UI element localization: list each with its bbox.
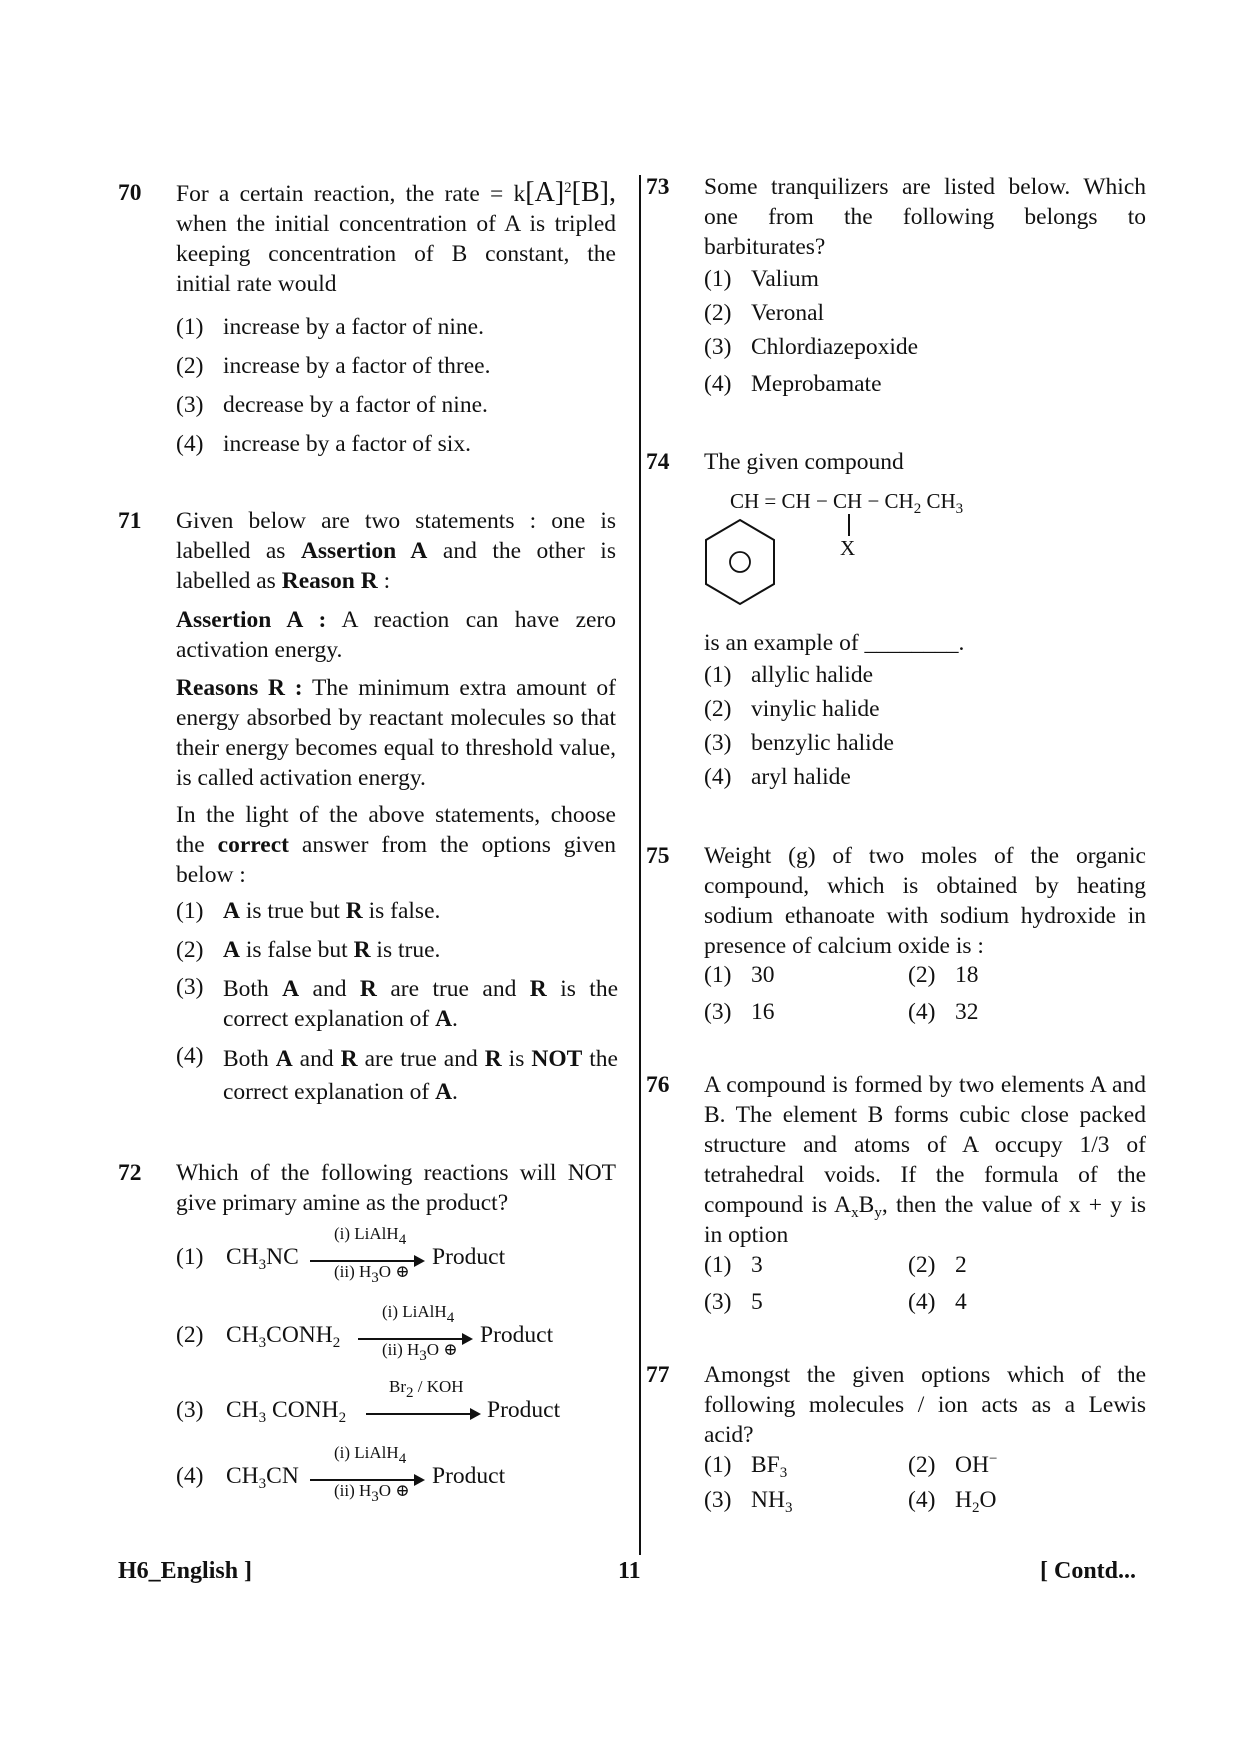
product: Product — [432, 1463, 506, 1489]
question-number: 71 — [118, 508, 142, 534]
product: Product — [432, 1244, 506, 1270]
reagent-top: $Br_2$ / KOH — [389, 1377, 464, 1401]
question-number: 70 — [118, 180, 142, 206]
question-number: 74 — [646, 449, 670, 475]
arrow-head-icon — [470, 1408, 481, 1420]
assertion-statement: Assertion A : A reaction can have zero activation energy. — [176, 607, 617, 663]
product: Product — [480, 1322, 554, 1348]
column-divider — [639, 175, 641, 1555]
side-chain-formula: CH = CH − CH − $CH_2$ $CH_3$ — [730, 489, 964, 517]
reaction-option-4[interactable]: (4) $CH_3CN$ (i) LiAlH$_4$ (ii) $H_3O$ ⊕ Product — [176, 1443, 506, 1505]
question-number: 77 — [646, 1362, 670, 1388]
reagent-top: (i) LiAlH$_4$ — [382, 1302, 455, 1326]
question-text: A compound is formed by two elements A and B. The element B forms cubic close packed structure and atoms of A occupy 1/3 of tetrahedral voids. If the formula of the compound is $A_xB_y$, then the value of x + y is in option — [704, 1072, 1146, 1248]
arrow-head-icon — [414, 1255, 425, 1267]
reagent-top: (i) LiAlH$_4$ — [334, 1443, 407, 1467]
reaction-option-1[interactable]: (1) $CH_3NC$ (i) LiAlH$_4$ (ii) $H_3O$ ⊕ Product — [176, 1224, 506, 1286]
question-text: For a certain reaction, the rate = $k[A]^2[B]$, when the initial concentration of A is tripled keeping concentration of B constant, the initial rate would — [176, 177, 616, 297]
reactant: $CH_3$ $CONH_2$ — [226, 1397, 347, 1426]
question-number: 76 — [646, 1072, 670, 1098]
question-text: The given compound — [704, 449, 904, 475]
page-number: 11 — [618, 1558, 641, 1584]
question-text: Weight (g) of two moles of the organic compound, which is obtained by heating sodium ethanoate with sodium hydroxide in presence of calcium oxide is : — [704, 843, 1146, 959]
product: Product — [487, 1397, 561, 1423]
reaction-arrow — [366, 1413, 472, 1415]
reactant: $CH_3NC$ — [226, 1244, 299, 1273]
question-number: 73 — [646, 174, 670, 200]
reagent-bottom: (ii) $H_3O$ ⊕ — [334, 1262, 410, 1286]
instruction-text: In the light of the above statements, choose the correct answer from the options given below : — [176, 802, 616, 888]
reason-statement: Reasons R : The minimum extra amount of energy absorbed by reactant molecules so that their energy becomes equal to threshold value, is called activation energy. — [176, 675, 616, 791]
footer-continued: [ Contd... — [1040, 1558, 1137, 1584]
question-continuation: is an example of ________. — [704, 630, 965, 656]
reagent-top: (i) LiAlH$_4$ — [334, 1224, 407, 1248]
question-number: 72 — [118, 1160, 142, 1186]
arrow-head-icon — [414, 1474, 425, 1486]
question-intro: Given below are two statements : one is labelled as Assertion A and the other is labelled as Reason R : — [176, 508, 616, 594]
question-text: Amongst the given options which of the following molecules / ion acts as a Lewis acid? — [704, 1362, 1146, 1448]
reagent-bottom: (ii) $H_3O$ ⊕ — [334, 1481, 410, 1505]
question-number: 75 — [646, 843, 670, 869]
question-text: Which of the following reactions will NOT give primary amine as the product? — [176, 1160, 616, 1216]
benzene-ring-icon — [702, 514, 782, 612]
reagent-bottom: (ii) $H_3O$ ⊕ — [382, 1340, 458, 1364]
halogen-label: X — [840, 536, 856, 560]
reaction-option-2[interactable]: (2) $CH_3CONH_2$ (i) LiAlH$_4$ (ii) $H_3O$ ⊕ Product — [176, 1302, 554, 1364]
footer-paper-code: H6_English ] — [118, 1558, 253, 1584]
question-text: Some tranquilizers are listed below. Which one from the following belongs to barbiturates? — [704, 174, 1146, 260]
reactant: $CH_3CONH_2$ — [226, 1322, 341, 1351]
reactant: $CH_3CN$ — [226, 1463, 299, 1492]
arrow-head-icon — [462, 1333, 473, 1345]
reaction-option-3[interactable]: (3) $CH_3$ $CONH_2$ $Br_2$ / KOH Product — [176, 1377, 561, 1426]
